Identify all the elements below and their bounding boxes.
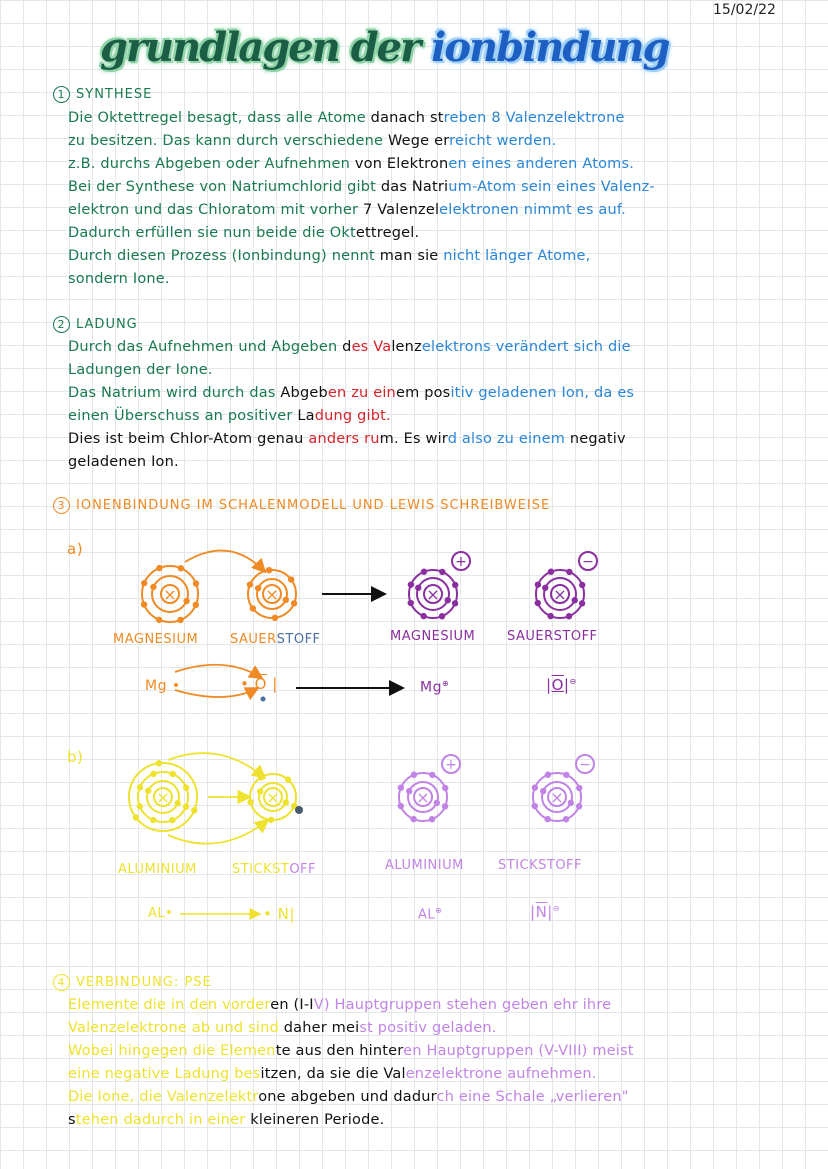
section-number: 2 [53,316,70,333]
text-segment: das Natri [380,179,449,195]
text-segment: en eines anderen Atoms. [448,156,635,172]
text-segment: zu besitzen. Das kann durch verschiedene [68,133,388,149]
part-b-label: b) [67,748,84,766]
text-segment: te aus den hinter [275,1043,404,1059]
text-segment: reicht werden. [449,133,557,149]
section-number: 4 [53,974,70,991]
text-segment: sondern Ione. [68,271,170,287]
nucleus-mark: × [266,788,280,807]
symbol: AL [418,907,436,923]
text-segment: reben 8 Valenzelektrone [443,110,625,126]
text-segment: lenz [391,339,422,355]
magnesium-ion [408,569,459,620]
label-part: SAUER [230,632,277,647]
text-segment: enzelektrone aufnehmen. [405,1066,597,1082]
lewis-n: • N| [263,905,295,923]
aluminium-ion [398,772,449,823]
text-segment: Elemente die in den vorder [68,997,271,1013]
text-segment: d also zu einem [447,431,570,447]
text-segment: st positiv geladen. [359,1020,497,1036]
text-segment: d [342,339,352,355]
text-segment: elektronen nimmt es auf. [439,202,626,218]
nucleus-mark: × [553,585,567,604]
text-segment: kleineren Periode. [250,1112,385,1128]
text-segment: negativ [569,431,626,447]
text-segment: Durch das Aufnehmen und Abgeben [68,339,343,355]
text-segment: danach st [370,110,444,126]
date: 15/02/22 [713,2,776,18]
text-segment: Bei der Synthese von Natriumchlorid gibt [68,179,381,195]
nucleus-mark: × [163,585,177,604]
text-segment: itzen, da sie die Val [260,1066,406,1082]
text-segment: geladenen Ion. [68,454,179,470]
text-segment: elektrons verändert sich die [421,339,631,355]
text-segment: Wege er [387,133,450,149]
nitrogen-ion [532,772,583,823]
label-magnesium-ion: MAGNESIUM [390,629,476,644]
label-stickstoff-ion: STICKSTOFF [498,858,583,873]
text-segment: em pos [395,385,451,401]
text-segment: en zu ein [327,385,396,401]
text-segment: Wobei hingegen die Elemen [68,1043,276,1059]
magnesium-atom [141,565,199,623]
text-segment: La [297,408,315,424]
charge-sign: + [445,757,457,773]
nitrogen-atom [247,774,297,823]
label-sauerstoff [230,632,321,647]
label-sauerstoff-ion: SAUERSTOFF [507,629,598,644]
transferred-electron [295,806,303,814]
electron-transfer-arrow [168,753,265,778]
text-segment: Die Ione, die Valenzelektr [68,1089,259,1105]
text-segment: um-Atom sein eines Valenz- [448,179,655,195]
lewis-n-ion: $|\overline{N}|^⊖$ [530,903,561,921]
text-segment: Ladungen der Ione. [68,362,213,378]
charge-sign: + [455,554,467,570]
text-segment: eine negative Ladung bes [68,1066,261,1082]
label-aluminium-ion: ALUMINIUM [385,858,464,873]
lewis-al: AL• [148,906,174,921]
label-magnesium: MAGNESIUM [113,632,199,647]
nucleus-mark: × [550,788,564,807]
text-segment: ch eine Schale „verlieren" [436,1089,629,1105]
symbol: O [551,676,564,694]
nucleus-mark: × [426,585,440,604]
text-segment: elektron und das Chloratom mit vorher [68,202,363,218]
charge-sign: − [582,554,594,570]
oxygen-atom [247,567,298,621]
text-segment: von Elektron [354,156,449,172]
label-part: STOFF [276,632,321,647]
title-part2: ionbindung [431,24,669,71]
text-segment: s [68,1112,76,1128]
aluminium-atom [129,760,198,831]
lewis-al-ion: AL⊕ [418,906,443,923]
electron-transfer-arrow [185,551,265,572]
text-segment: dung gibt. [314,408,391,424]
label-aluminium: ALUMINIUM [118,862,197,877]
section-number: 3 [53,497,70,514]
nucleus-mark: × [265,585,279,604]
text-segment: one abgeben und dadur [258,1089,437,1105]
section-heading-text: SYNTHESE [76,87,153,102]
text-segment: V) Hauptgruppen stehen geben ehr ihre [313,997,612,1013]
nucleus-mark: × [156,788,170,807]
transferred-electron [261,697,266,702]
section-heading-text: VERBINDUNG: PSE [76,975,212,990]
text-segment: es Va [351,339,392,355]
text-segment: einen Überschuss an positiver [68,408,298,424]
text-segment: z.B. durchs Abgeben oder Aufnehmen [68,156,355,172]
text-segment: man sie [379,248,444,264]
text-segment: Dadurch erfüllen sie nun beide die Okt [68,225,356,241]
text-segment: Durch diesen Prozess (Ionbindung) nennt [68,248,380,264]
label-part: OFF [289,862,317,877]
section-heading-text: LADUNG [76,317,138,332]
lewis-o-ion: |O|⊖ [546,676,577,694]
text-segment: Abgeb [280,385,328,401]
text-segment: Die Oktettregel besagt, dass alle Atome [68,110,371,126]
section-heading-text: IONENBINDUNG IM SCHALENMODELL UND LEWIS SCHREIBWEISE [76,498,551,513]
text-segment: Dies ist beim Chlor-Atom genau [68,431,309,447]
symbol: N [277,905,290,923]
text-segment: daher mei [283,1020,360,1036]
text-segment: en (I-I [270,997,314,1013]
nucleus-mark: × [416,788,430,807]
lewis-mg-ion: Mg⊕ [420,679,450,696]
text-segment: nicht länger Atome, [443,248,591,264]
part-a-label: a) [67,540,84,558]
charge-sign: − [579,757,591,773]
symbol: $\overline{O}$ [254,675,267,693]
label-part: STICKST [232,862,290,877]
symbol: Mg [145,678,167,694]
text-segment: m. Es wir [379,431,448,447]
title-part1: grundlagen der [100,24,420,71]
label-stickstoff [232,862,316,877]
section-number: 1 [53,86,70,103]
symbol: $\overline{N}$ [535,903,548,921]
text-segment: tehen dadurch in einer [75,1112,251,1128]
lewis-o: • $\overline{O}$ | [240,675,278,693]
text-segment: en Hauptgruppen (V-VIII) meist [403,1043,634,1059]
text-segment: 7 Valenzel [362,202,440,218]
text-segment: Valenzelektrone ab und sind [68,1020,284,1036]
lewis-mg: Mg • [145,678,181,694]
symbol: AL [148,906,166,921]
oxygen-ion [535,569,586,620]
symbol: Mg [420,679,442,696]
text-segment: Das Natrium wird durch das [68,385,281,401]
text-segment: itiv geladenen Ion, da es [450,385,635,401]
text-segment: anders ru [308,431,380,447]
text-segment: ettregel. [355,225,420,241]
